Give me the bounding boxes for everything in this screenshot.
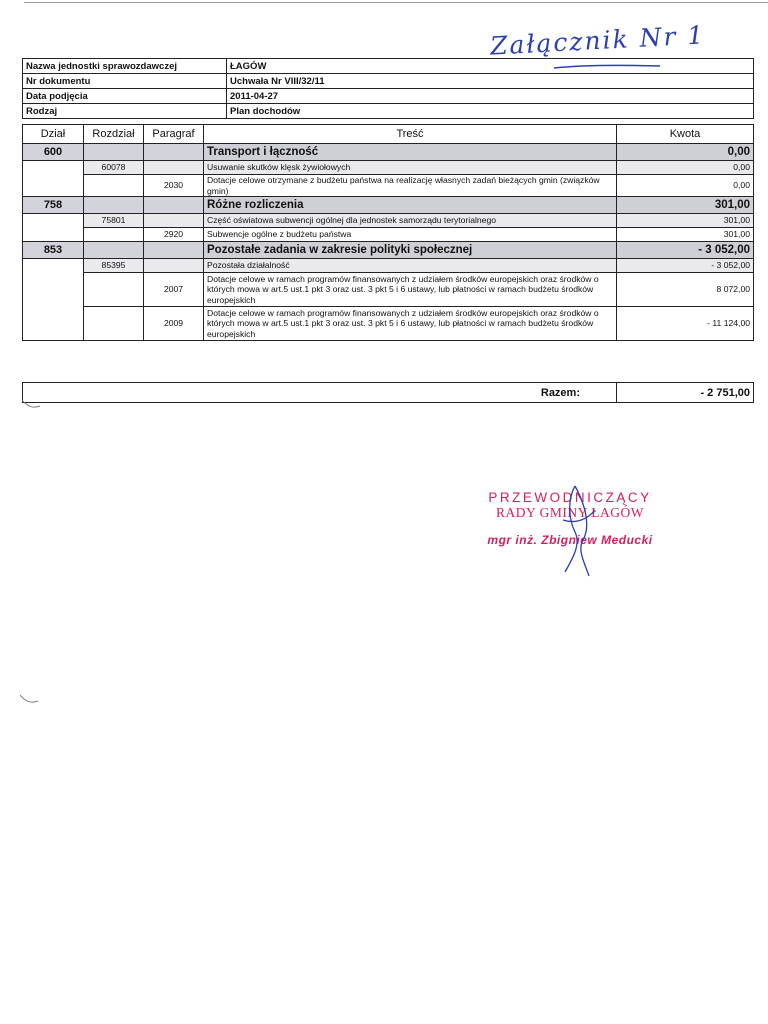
dzial-code: 758 xyxy=(23,197,84,214)
scan-top-edge xyxy=(24,2,768,3)
column-header-kwota: Kwota xyxy=(617,125,754,144)
header-value: ŁAGÓW xyxy=(227,59,754,74)
table-header-row xyxy=(23,125,754,144)
rozdzial-desc: Część oświatowa subwencji ogólnej dla jednostek samorządu terytorialnego xyxy=(204,214,617,228)
paragraf-code: 2920 xyxy=(144,228,204,242)
column-header-tresc: Treść xyxy=(204,125,617,144)
rozdzial-amount: 0,00 xyxy=(617,161,754,175)
header-value: Plan dochodów xyxy=(227,104,754,119)
header-value: Uchwała Nr VIII/32/11 xyxy=(227,74,754,89)
column-header-rozdzial: Rozdział xyxy=(84,125,144,144)
table-row-dzial xyxy=(23,144,754,161)
table-row-dzial xyxy=(23,197,754,214)
dzial-title: Różne rozliczenia xyxy=(204,197,617,214)
paragraf-amount: 8 072,00 xyxy=(617,273,754,307)
document-header-table xyxy=(22,58,754,119)
table-row-paragraf xyxy=(23,228,754,242)
budget-income-table xyxy=(22,124,754,341)
paragraf-desc: Dotacje celowe w ramach programów finansowanych z udziałem środków europejskich oraz środków o których mowa w art.5 ust.1 pkt 3 oraz ust. 3 pkt 5 i 6 ustawy, lub płatności w ramach budżetu środków europejskich xyxy=(204,273,617,307)
paragraf-code: 2009 xyxy=(144,307,204,341)
paragraf-amount: - 11 124,00 xyxy=(617,307,754,341)
dzial-amount: 0,00 xyxy=(617,144,754,161)
scan-mark xyxy=(18,693,40,707)
paragraf-amount: 301,00 xyxy=(617,228,754,242)
table-row-paragraf xyxy=(23,175,754,197)
rozdzial-amount: 301,00 xyxy=(617,214,754,228)
rozdzial-code: 85395 xyxy=(84,259,144,273)
stamp-line-name: mgr inż. Zbigniew Meducki xyxy=(487,533,653,547)
header-row-unit xyxy=(23,59,754,74)
header-value: 2011-04-27 xyxy=(227,89,754,104)
total-row xyxy=(23,383,754,403)
table-row-rozdzial xyxy=(23,214,754,228)
table-row-rozdzial xyxy=(23,259,754,273)
table-row-rozdzial xyxy=(23,161,754,175)
total-label: Razem: xyxy=(23,383,617,403)
rozdzial-code: 60078 xyxy=(84,161,144,175)
rozdzial-code: 75801 xyxy=(84,214,144,228)
rozdzial-desc: Pozostała działalność xyxy=(204,259,617,273)
dzial-amount: 301,00 xyxy=(617,197,754,214)
table-row-paragraf xyxy=(23,273,754,307)
paragraf-desc: Dotacje celowe w ramach programów finansowanych z udziałem środków europejskich oraz środków o których mowa w art.5 ust.1 pkt 3 oraz ust. 3 pkt 5 i 6 ustawy, lub płatności w ramach budżetu środków europejskich xyxy=(204,307,617,341)
handwritten-signature xyxy=(545,480,605,580)
paragraf-code: 2030 xyxy=(144,175,204,197)
header-row-date xyxy=(23,89,754,104)
header-row-type xyxy=(23,104,754,119)
paragraf-code: 2007 xyxy=(144,273,204,307)
dzial-code: 600 xyxy=(23,144,84,161)
table-row-dzial xyxy=(23,242,754,259)
scan-mark xyxy=(20,398,42,412)
paragraf-desc: Dotacje celowe otrzymane z budżetu państwa na realizację własnych zadań bieżących gmin (związków gmin) xyxy=(204,175,617,197)
dzial-code: 853 xyxy=(23,242,84,259)
column-header-dzial: Dział xyxy=(23,125,84,144)
header-label: Nr dokumentu xyxy=(23,74,227,89)
table-row-paragraf xyxy=(23,307,754,341)
header-label: Rodzaj xyxy=(23,104,227,119)
header-row-doc-number xyxy=(23,74,754,89)
total-table xyxy=(22,382,754,403)
paragraf-amount: 0,00 xyxy=(617,175,754,197)
header-label: Data podjęcia xyxy=(23,89,227,104)
header-label: Nazwa jednostki sprawozdawczej xyxy=(23,59,227,74)
stamp-line-council: RADY GMINY ŁAGÓW xyxy=(496,505,644,520)
paragraf-desc: Subwencje ogólne z budżetu państwa xyxy=(204,228,617,242)
rozdzial-desc: Usuwanie skutków klęsk żywiołowych xyxy=(204,161,617,175)
total-amount: - 2 751,00 xyxy=(617,383,754,403)
dzial-title: Pozostałe zadania w zakresie polityki społecznej xyxy=(204,242,617,259)
dzial-title: Transport i łączność xyxy=(204,144,617,161)
stamp-line-title: PRZEWODNICZĄCY xyxy=(488,490,652,505)
handwritten-attachment-note: Załącznik Nr 1 xyxy=(489,20,706,61)
dzial-amount: - 3 052,00 xyxy=(617,242,754,259)
rozdzial-amount: - 3 052,00 xyxy=(617,259,754,273)
column-header-paragraf: Paragraf xyxy=(144,125,204,144)
